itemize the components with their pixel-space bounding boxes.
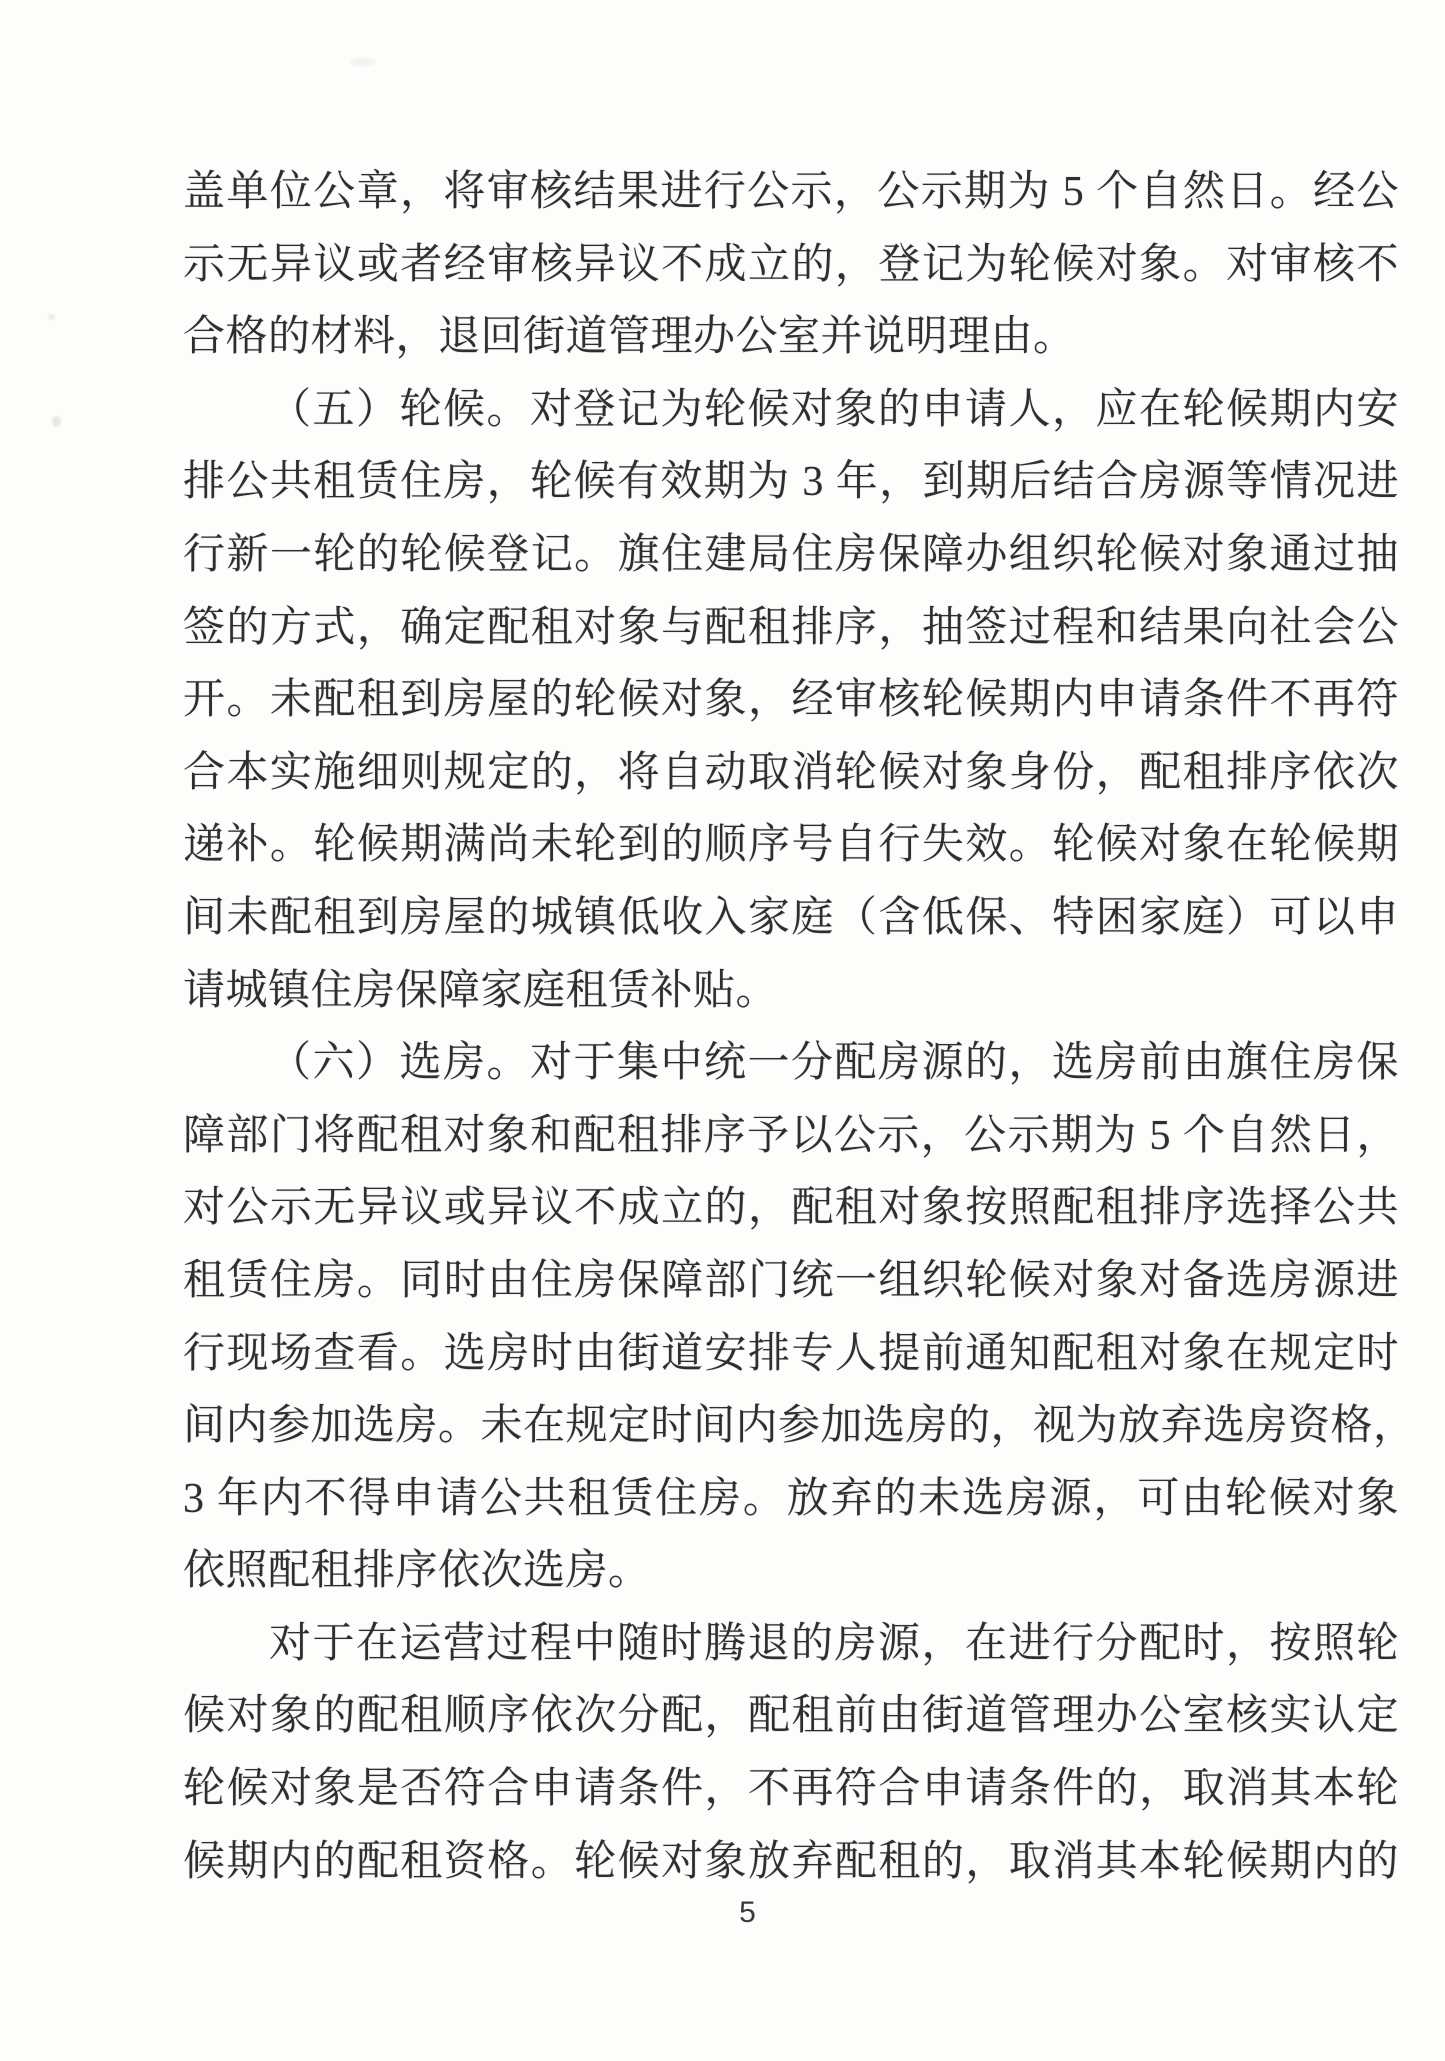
body-line: 间未配租到房屋的城镇低收入家庭（含低保、特困家庭）可以申 xyxy=(183,894,1399,941)
body-line: 合格的材料，退回街道管理办公室并说明理由。 xyxy=(183,314,1076,361)
body-line-paragraph-start: （五）轮候。对登记为轮候对象的申请人，应在轮候期内安 xyxy=(269,386,1399,433)
scan-speck xyxy=(52,416,61,427)
body-line: 依照配租排序依次选房。 xyxy=(183,1548,651,1595)
body-line: 障部门将配租对象和配租排序予以公示，公示期为 5 个自然日， xyxy=(183,1112,1399,1159)
body-line: 行新一轮的轮候登记。旗住建局住房保障办组织轮候对象通过抽 xyxy=(183,531,1399,578)
body-line: 请城镇住房保障家庭租赁补贴。 xyxy=(183,967,779,1014)
body-line-paragraph-start: （六）选房。对于集中统一分配房源的，选房前由旗住房保 xyxy=(269,1040,1399,1087)
body-line: 3 年内不得申请公共租赁住房。放弃的未选房源，可由轮候对象 xyxy=(183,1475,1399,1522)
page-number: 5 xyxy=(739,1896,756,1929)
body-line: 盖单位公章，将审核结果进行公示，公示期为 5 个自然日。经公 xyxy=(183,169,1399,215)
body-line: 轮候对象是否符合申请条件，不再符合申请条件的，取消其本轮 xyxy=(183,1766,1399,1813)
body-line: 合本实施细则规定的，将自动取消轮候对象身份，配租排序依次 xyxy=(183,749,1399,796)
body-line: 行现场查看。选房时由街道安排专人提前通知配租对象在规定时 xyxy=(183,1330,1399,1377)
scan-speck xyxy=(350,58,376,66)
body-line: 递补。轮候期满尚未轮到的顺序号自行失效。轮候对象在轮候期 xyxy=(183,822,1399,869)
body-line: 示无异议或者经审核异议不成立的，登记为轮候对象。对审核不 xyxy=(183,241,1399,288)
body-line: 候期内的配租资格。轮候对象放弃配租的，取消其本轮候期内的 xyxy=(183,1838,1399,1885)
body-line-paragraph-start: 对于在运营过程中随时腾退的房源，在进行分配时，按照轮 xyxy=(269,1620,1399,1667)
scan-speck xyxy=(48,314,55,320)
body-line: 开。未配租到房屋的轮候对象，经审核轮候期内申请条件不再符 xyxy=(183,677,1399,724)
body-line: 租赁住房。同时由住房保障部门统一组织轮候对象对备选房源进 xyxy=(183,1257,1399,1304)
body-line: 间内参加选房。未在规定时间内参加选房的，视为放弃选房资格， xyxy=(183,1403,1416,1450)
document-body xyxy=(183,156,1416,1898)
body-line: 签的方式，确定配租对象与配租排序，抽签过程和结果向社会公 xyxy=(183,604,1399,651)
body-line: 排公共租赁住房，轮候有效期为 3 年，到期后结合房源等情况进 xyxy=(183,459,1399,506)
body-line: 候对象的配租顺序依次分配，配租前由街道管理办公室核实认定 xyxy=(183,1693,1399,1740)
body-line: 对公示无异议或异议不成立的，配租对象按照配租排序选择公共 xyxy=(183,1185,1399,1232)
